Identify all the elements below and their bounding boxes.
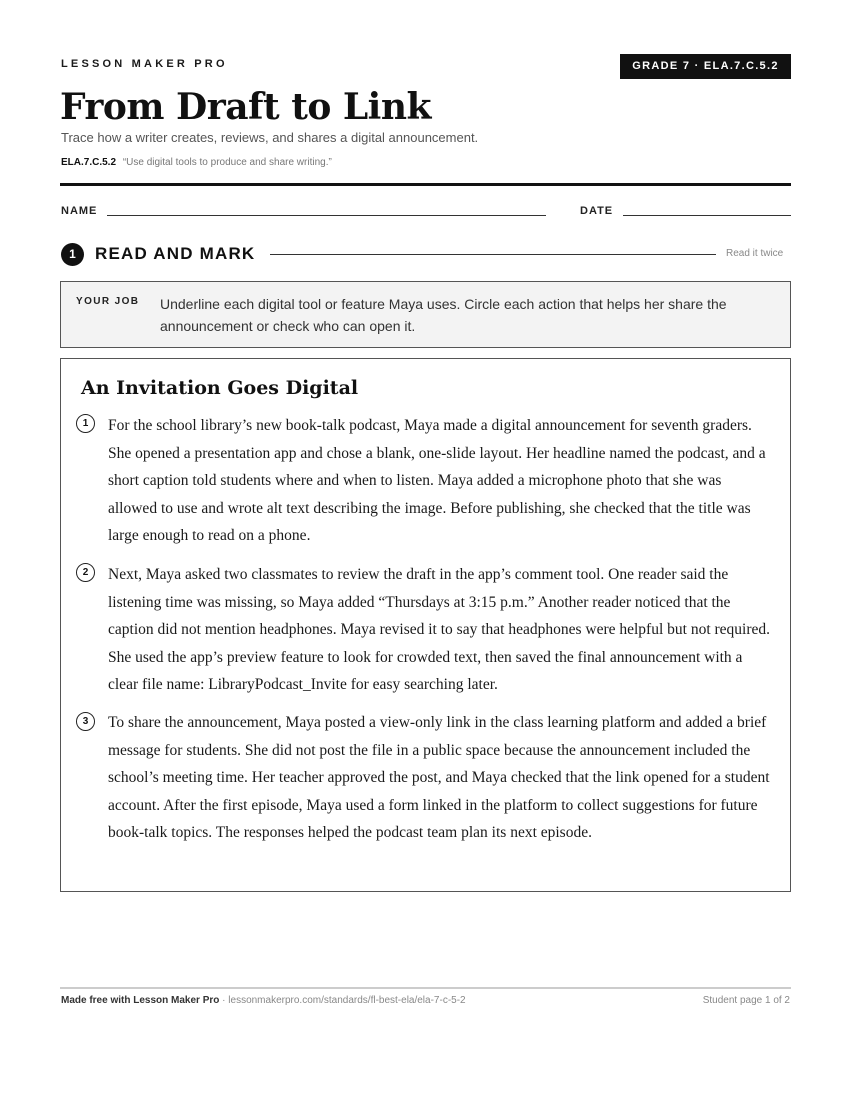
paragraph-2: Next, Maya asked two classmates to review the draft in the app’s comment tool. One reader said the listening time was missing, so Maya added “Thursdays at 3:15 p.m.” Another reader noticed that the caption did not mention headphones. Maya revised it to say that headphones were helpful but not required. She used the app’s preview feature to look for crowded text, then saved the final announcement with a clear file name: LibraryPodcast_Invite for easy searching later. xyxy=(108,566,771,693)
page-title: From Draft to Link xyxy=(60,86,431,128)
paragraph-number-1: 1 xyxy=(76,414,95,433)
instructions-box xyxy=(60,281,791,348)
footer-credit xyxy=(61,995,466,1006)
paragraph-3: To share the announcement, Maya posted a view-only link in the class learning platform and added a brief message for students. She did not post the file in a public space because the announcement included the school’s meeting time. Her teacher approved the post, and Maya checked that the link opened for a student account. After the first episode, Maya used a form linked in the platform to collect suggestions for future book-talk topics. The responses helped the podcast team plan its next episode. xyxy=(108,714,770,841)
paragraph-number-2: 2 xyxy=(76,563,95,582)
name-label: NAME xyxy=(61,205,98,217)
footer-url[interactable]: · lessonmakerpro.com/standards/fl-best-ela/ela-7-c-5-2 xyxy=(222,995,466,1006)
paragraph-number-3: 3 xyxy=(76,712,95,731)
section-hint: Read it twice xyxy=(726,248,784,259)
reading-passage xyxy=(60,358,791,892)
instructions-text: Underline each digital tool or feature Maya uses. Circle each action that helps her share the announcement or check who can open it. xyxy=(160,296,727,334)
standard-line xyxy=(61,157,332,168)
standard-code: ELA.7.C.5.2 xyxy=(61,157,117,168)
section-number-badge: 1 xyxy=(61,243,84,266)
date-field-line[interactable] xyxy=(623,215,791,216)
standard-description: “Use digital tools to produce and share writing.” xyxy=(122,157,332,168)
footer-divider xyxy=(60,987,791,989)
page-indicator: Student page 1 of 2 xyxy=(702,995,790,1006)
date-label: DATE xyxy=(580,205,614,217)
paragraph-1: For the school library’s new book-talk podcast, Maya made a digital announcement for seventh graders. She opened a presentation app and chose a blank, one-slide layout. Her headline named the podcast, and a short caption told students where and when to listen. Maya added a microphone photo that she was allowed to use and wrote alt text describing the image. Before publishing, she checked that the title was large enough to read on a phone. xyxy=(108,417,766,544)
section-title: READ AND MARK xyxy=(95,244,256,263)
passage-title: An Invitation Goes Digital xyxy=(81,377,359,399)
page-subtitle: Trace how a writer creates, reviews, and shares a digital announcement. xyxy=(61,130,479,145)
section-divider xyxy=(270,254,716,255)
grade-badge: GRADE 7 · ELA.7.C.5.2 xyxy=(620,54,791,79)
instructions-label: YOUR JOB xyxy=(76,296,140,307)
footer-brand: Made free with Lesson Maker Pro xyxy=(61,995,220,1006)
brand-name: LESSON MAKER PRO xyxy=(61,58,228,70)
header-divider xyxy=(60,183,791,186)
name-field-line[interactable] xyxy=(107,215,546,216)
